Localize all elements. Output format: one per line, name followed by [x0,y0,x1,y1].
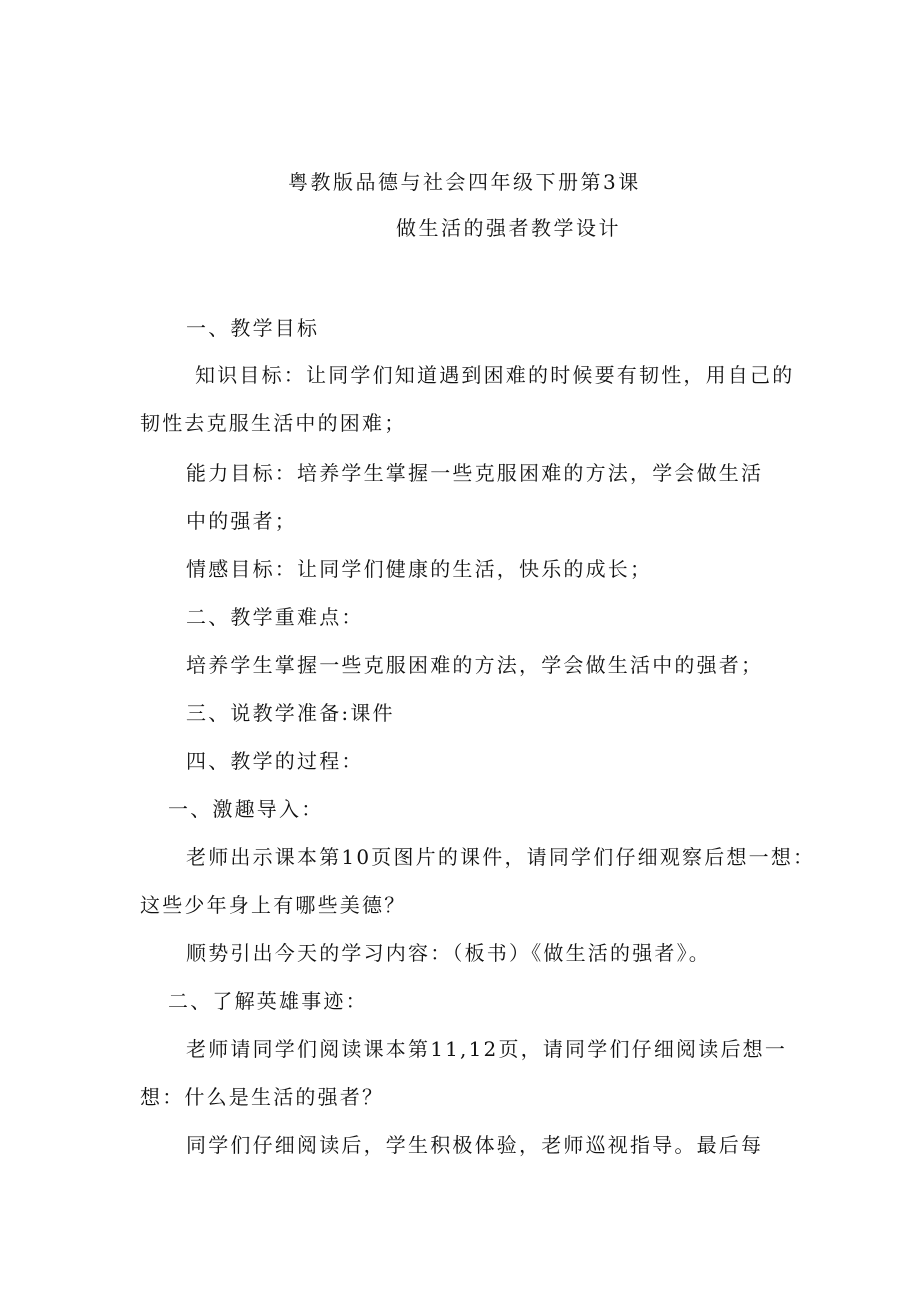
paragraph-ability-goal-line2: 中的强者； [186,509,297,533]
heading-key-difficulties: 二、教学重难点： [186,605,364,629]
heading-teaching-process: 四、教学的过程： [186,749,364,773]
paragraph-knowledge-goal-line2: 韧性去克服生活中的困难； [140,411,407,435]
paragraph-introduction-line2: 这些少年身上有哪些美德？ [140,893,407,917]
document-title-line2: 做生活的强者教学设计 [396,216,621,240]
document-title-line1: 粤教版品德与社会四年级下册第3课 [288,170,641,194]
paragraph-introduction-line1: 老师出示课本第10页图片的课件，请同学们仔细观察后想一想： [186,845,816,869]
paragraph-ability-goal-line1: 能力目标：培养学生掌握一些克服困难的方法，学会做生活 [186,461,764,485]
paragraph-lead-in: 顺势引出今天的学习内容：（板书）《做生活的强者》。 [186,941,711,965]
paragraph-hero-stories-line2: 想：什么是生活的强者？ [140,1085,385,1109]
paragraph-knowledge-goal-line1: 知识目标：让同学们知道遇到困难的时候要有韧性，用自己的 [195,363,795,387]
paragraph-hero-stories-line1: 老师请同学们阅读课本第11,12页，请同学们仔细阅读后想一 [186,1037,788,1061]
paragraph-key-difficulties: 培养学生掌握一些克服困难的方法，学会做生活中的强者； [186,653,764,677]
heading-introduction: 一、激趣导入： [168,797,324,821]
heading-preparation: 三、说教学准备:课件 [186,701,395,725]
paragraph-emotion-goal: 情感目标：让同学们健康的生活，快乐的成长； [186,557,653,581]
heading-hero-stories: 二、了解英雄事迹： [168,989,368,1013]
paragraph-reading-guidance: 同学们仔细阅读后，学生积极体验，老师巡视指导。最后每 [186,1133,764,1157]
heading-teaching-goals: 一、教学目标 [186,316,320,340]
